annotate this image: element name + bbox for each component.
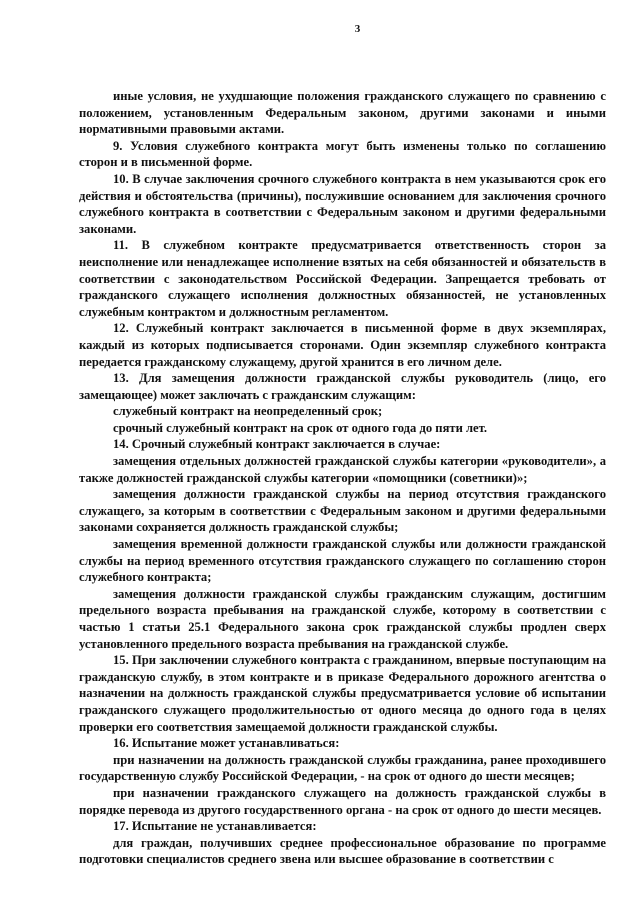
paragraph: замещения должности гражданской службы на период отсутствия гражданского служащего, за которым в соответствии с Федеральным законом и другими федеральными законами сохраняется должность гражданской службы; bbox=[79, 487, 606, 535]
paragraph: 9. Условия служебного контракта могут быть изменены только по соглашению сторон и в письменной форме. bbox=[79, 138, 606, 170]
paragraph: при назначении гражданского служащего на должность гражданской службы в порядке перевода из другого государственного органа - на срок от одного до шести месяцев. bbox=[79, 785, 606, 817]
paragraph: срочный служебный контракт на срок от одного года до пяти лет. bbox=[113, 420, 488, 435]
paragraph: для граждан, получивших среднее профессиональное образование по программе подготовки специалистов среднего звена или высшее образование в соответствии с bbox=[79, 835, 606, 867]
paragraph: 11. В служебном контракте предусматривается ответственность сторон за неисполнение или ненадлежащее исполнение взятых на себя обязанностей и обязательств в соответствии с законодательством Российской Федерации. Запрещается требовать от гражданского служащего исполнения должностных обязанностей, не установленных служебным контрактом и должностным регламентом. bbox=[79, 238, 606, 319]
paragraph: 10. В случае заключения срочного служебного контракта в нем указываются срок его действия и обстоятельства (причины), послужившие основанием для заключения срочного служебного контракта в соответствии с Федеральным законом и другими федеральными законами. bbox=[79, 171, 606, 236]
paragraph: при назначении на должность гражданской службы гражданина, ранее проходившего государственную службу Российской Федерации, - на срок от одного до шести месяцев; bbox=[79, 752, 606, 784]
paragraph: иные условия, не ухудшающие положения гражданского служащего по сравнению с положением, установленным Федеральным законом, другими законами и иными нормативными правовыми актами. bbox=[79, 89, 606, 137]
paragraph: 15. При заключении служебного контракта с гражданином, впервые поступающим на гражданскую службу, в этом контракте и в приказе Федерального дорожного агентства о назначении на должность гражданской службы предусматривается условие об испытании гражданского служащего продолжительностью от одного месяца до одного года в целях проверки его соответствия замещаемой должности гражданской службы. bbox=[79, 653, 606, 734]
paragraph: служебный контракт на неопределенный срок; bbox=[113, 404, 383, 419]
document-body bbox=[79, 88, 606, 868]
paragraph: замещения должности гражданской службы гражданским служащим, достигшим предельного возраста пребывания на гражданской службе, которому в соответствии с частью 1 статьи 25.1 Федерального закона срок гражданской службы продлен сверх установленного предельного возраста пребывания на гражданской службе. bbox=[79, 586, 606, 651]
paragraph: 14. Срочный служебный контракт заключается в случае: bbox=[113, 437, 441, 452]
paragraph: 13. Для замещения должности гражданской службы руководитель (лицо, его замещающее) может заключать с гражданским служащим: bbox=[79, 371, 606, 402]
page-number: 3 bbox=[354, 23, 361, 35]
paragraph: 17. Испытание не устанавливается: bbox=[113, 819, 317, 834]
paragraph: замещения временной должности гражданской службы или должности гражданской службы на период временного отсутствия гражданского служащего по соглашению сторон служебного контракта; bbox=[79, 537, 606, 585]
paragraph: 16. Испытание может устанавливаться: bbox=[113, 736, 340, 751]
paragraph: замещения отдельных должностей гражданской службы категории «руководители», а также должностей гражданской службы категории «помощники (советники)»; bbox=[79, 454, 606, 485]
paragraph: 12. Служебный контракт заключается в письменной форме в двух экземплярах, каждый из которых подписывается сторонами. Один экземпляр служебного контракта передается гражданскому служащему, другой хранится в его личном деле. bbox=[79, 321, 606, 369]
